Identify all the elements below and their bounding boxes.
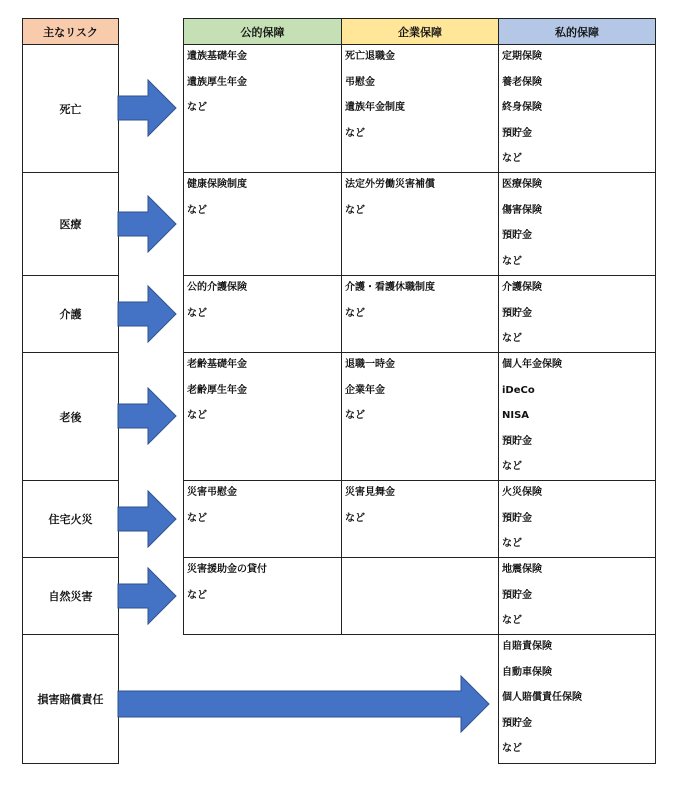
- arrow-shape: [118, 491, 176, 547]
- coverage-item: など: [502, 255, 522, 267]
- risk-label: 死亡: [22, 44, 119, 173]
- private-cell: [498, 44, 656, 173]
- risk-label: 自然災害: [22, 557, 119, 635]
- arrow-shape: [118, 196, 176, 252]
- arrow-right-icon: [118, 80, 176, 136]
- arrow-shape: [118, 286, 176, 342]
- coverage-item: など: [502, 615, 522, 626]
- public-cell: [183, 557, 342, 635]
- arrow-right-icon: [118, 196, 176, 252]
- arrow-right-icon: [118, 388, 176, 444]
- coverage-item: 定期保険: [502, 51, 542, 62]
- coverage-item: 終身保険: [502, 102, 542, 113]
- coverage-item: 預貯金: [502, 307, 532, 319]
- public-cell: [183, 480, 342, 558]
- coverage-item: 傷害保険: [502, 204, 542, 216]
- coverage-item: など: [345, 127, 365, 139]
- coverage-item: 預貯金: [502, 230, 532, 241]
- coverage-item: など: [345, 410, 365, 421]
- corporate-cell: [341, 557, 499, 635]
- coverage-item: 老齢基礎年金: [187, 359, 247, 370]
- arrow-shape: [118, 676, 489, 732]
- private-cell: [498, 275, 656, 353]
- coverage-item: など: [345, 204, 365, 216]
- coverage-item: iDeCo: [502, 384, 535, 396]
- coverage-item: 弔慰金: [345, 76, 375, 88]
- coverage-item: 医療保険: [502, 179, 542, 190]
- corporate-cell: [341, 44, 499, 173]
- coverage-item: 公的介護保険: [187, 282, 247, 293]
- coverage-item: 死亡退職金: [345, 51, 395, 62]
- arrow-shape: [118, 568, 176, 624]
- public-cell: [183, 275, 342, 353]
- header-corporate: 企業保障: [341, 18, 499, 45]
- coverage-item: など: [502, 153, 522, 164]
- coverage-item: など: [187, 589, 207, 601]
- header-public: 公的保障: [183, 18, 342, 45]
- coverage-item: 健康保険制度: [187, 179, 247, 190]
- risk-label: 損害賠償責任: [22, 634, 119, 764]
- arrow-shape: [118, 388, 176, 444]
- header-risk: 主なリスク: [22, 18, 119, 45]
- coverage-item: 法定外労働災害補償: [345, 179, 435, 190]
- coverage-item: 遺族基礎年金: [187, 51, 247, 62]
- coverage-item: 預貯金: [502, 435, 532, 447]
- coverage-item: など: [187, 102, 207, 113]
- public-cell: [183, 172, 342, 276]
- coverage-item: NISA: [502, 410, 530, 421]
- coverage-item: など: [502, 333, 522, 344]
- coverage-item: など: [502, 461, 522, 472]
- corporate-cell: [341, 480, 499, 558]
- coverage-item: 個人賠償責任保険: [502, 692, 582, 703]
- coverage-item: 遺族年金制度: [345, 102, 405, 113]
- coverage-item: 地震保険: [502, 564, 542, 575]
- private-cell: [498, 172, 656, 276]
- coverage-item: 養老保険: [502, 76, 542, 88]
- coverage-item: など: [187, 204, 207, 216]
- coverage-item: 自賠責保険: [502, 641, 552, 652]
- arrow-right-icon: [118, 568, 176, 624]
- risk-label: 医療: [22, 172, 119, 276]
- coverage-item: 自動車保険: [502, 666, 552, 678]
- coverage-item: など: [502, 743, 522, 754]
- coverage-item: 個人年金保険: [502, 359, 562, 370]
- coverage-item: 災害援助金の貸付: [187, 564, 267, 575]
- arrow-right-icon: [118, 286, 176, 342]
- coverage-item: など: [345, 307, 365, 319]
- coverage-item: 退職一時金: [345, 359, 395, 370]
- private-cell: [498, 480, 656, 558]
- corporate-cell: [341, 172, 499, 276]
- coverage-item: 預貯金: [502, 589, 532, 601]
- coverage-item: など: [187, 307, 207, 319]
- public-cell: [183, 44, 342, 173]
- coverage-item: 預貯金: [502, 512, 532, 524]
- private-cell: [498, 634, 656, 764]
- private-cell: [498, 352, 656, 481]
- arrow-shape: [118, 80, 176, 136]
- risk-label: 住宅火災: [22, 480, 119, 558]
- coverage-item: 介護・看護休職制度: [345, 282, 435, 293]
- coverage-item: など: [345, 512, 365, 524]
- risk-label: 老後: [22, 352, 119, 481]
- coverage-item: 災害見舞金: [345, 487, 395, 498]
- coverage-item: 介護保険: [502, 282, 542, 293]
- corporate-cell: [341, 352, 499, 481]
- long-arrow-right-icon: [118, 676, 489, 732]
- coverage-item: 遺族厚生年金: [187, 76, 247, 88]
- coverage-item: など: [502, 538, 522, 549]
- risk-label: 介護: [22, 275, 119, 353]
- coverage-item: など: [187, 410, 207, 421]
- corporate-cell: [341, 275, 499, 353]
- private-cell: [498, 557, 656, 635]
- coverage-item: 預貯金: [502, 127, 532, 139]
- arrow-right-icon: [118, 491, 176, 547]
- coverage-item: 老齢厚生年金: [187, 384, 247, 396]
- coverage-item: 火災保険: [502, 487, 542, 498]
- public-cell: [183, 352, 342, 481]
- coverage-item: 災害弔慰金: [187, 487, 237, 498]
- coverage-item: 預貯金: [502, 717, 532, 729]
- header-private: 私的保障: [498, 18, 656, 45]
- coverage-item: など: [187, 512, 207, 524]
- coverage-item: 企業年金: [345, 384, 385, 396]
